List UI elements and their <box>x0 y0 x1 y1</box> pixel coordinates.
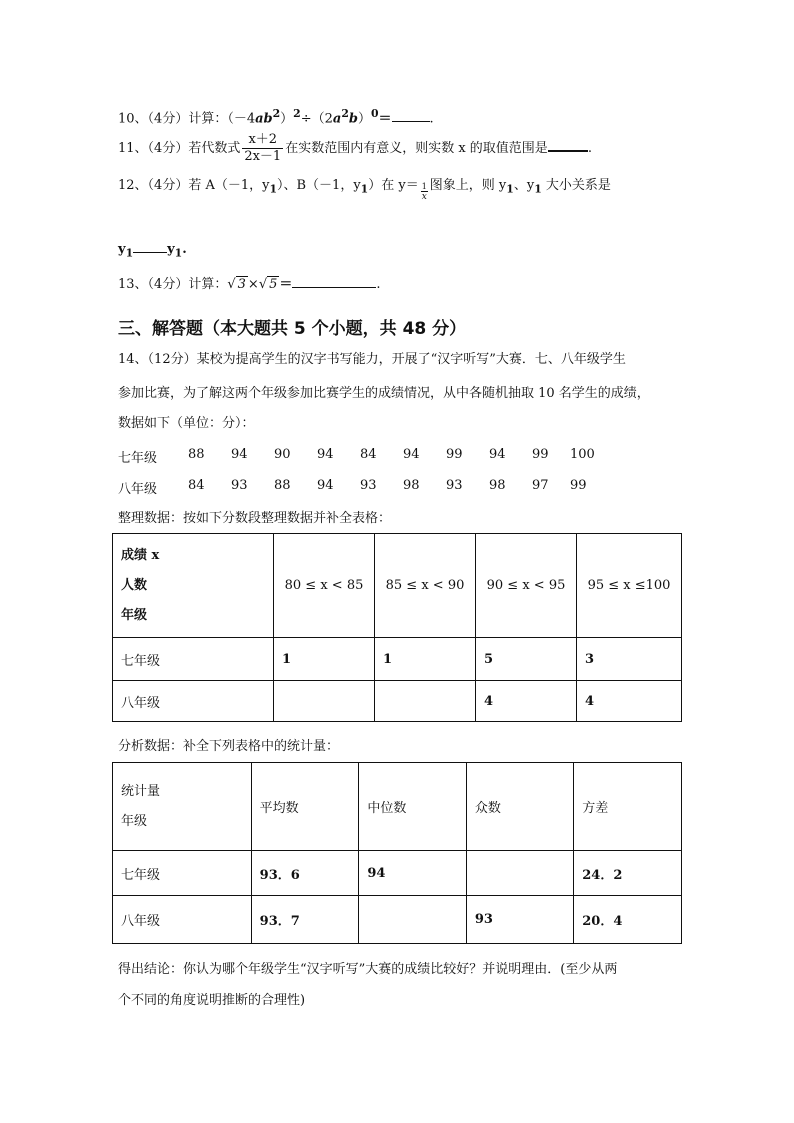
table-cell-blank[interactable] <box>466 851 573 896</box>
range-header: 80 ≤ x < 85 <box>274 534 375 638</box>
range-header: 85 ≤ x < 90 <box>375 534 476 638</box>
grade8-score: 84 <box>188 478 205 493</box>
q12-sub-1: 1 <box>269 182 277 196</box>
table-row <box>113 851 682 896</box>
table-row <box>113 896 682 944</box>
grade8-label: 八年级 <box>118 482 158 497</box>
q10-zero-exp: 0 <box>370 107 379 120</box>
q14-line-3: 数据如下（单位：分）： <box>118 416 255 431</box>
statistics-table-corner-header <box>113 763 252 851</box>
q12-sub-3: 1 <box>506 182 514 196</box>
q10-div: ÷（2 <box>300 111 333 127</box>
header-statistic: 统计量 <box>121 783 161 799</box>
q14-line-2: 参加比赛，为了解这两个年级参加比赛学生的成绩情况，从中各随机抽取 10 名学生的成绩， <box>118 386 650 401</box>
grade8-score: 88 <box>274 478 291 493</box>
q11-denominator: 2x－1 <box>244 149 282 164</box>
grade7-score: 94 <box>489 447 506 462</box>
q10-period: . <box>429 111 434 127</box>
q12-mid-2: ）在 y＝ <box>368 178 419 193</box>
range-header: 90 ≤ x < 95 <box>476 534 577 638</box>
column-header: 中位数 <box>359 763 466 851</box>
section-heading: 三、解答题（本大题共 5 个小题，共 48 分） <box>118 319 467 339</box>
grade7-score: 100 <box>570 447 595 462</box>
header-score-x: 成绩 x <box>121 547 160 563</box>
grade7-score: 88 <box>188 447 205 462</box>
q10-close-paren: ） <box>280 111 294 127</box>
q12-tail: 大小关系是 <box>541 178 611 193</box>
grade8-score: 93 <box>231 478 248 493</box>
header-grade: 年级 <box>121 607 148 623</box>
q12-frac-num: 1 <box>421 182 427 191</box>
grade8-score: 93 <box>360 478 377 493</box>
grade7-score: 99 <box>532 447 549 462</box>
table-cell-blank[interactable] <box>274 681 375 722</box>
q13-times: × <box>247 277 259 292</box>
table-cell-blank[interactable] <box>359 896 466 944</box>
table-cell: 93 <box>466 896 573 944</box>
statistics-table-header-row <box>113 763 682 851</box>
row-label: 七年级 <box>113 638 274 681</box>
conclusion-line-1: 得出结论：你认为哪个年级学生“汉字听写”大赛的成绩比较好？并说明理由．(至少从两 <box>118 962 618 977</box>
grade8-score: 94 <box>317 478 334 493</box>
grade7-score: 84 <box>360 447 377 462</box>
frequency-table <box>112 533 682 722</box>
frequency-table-header-row <box>113 534 682 638</box>
q12-answer-blank[interactable] <box>133 238 167 253</box>
q13-period: . <box>376 277 381 292</box>
q12-mid-1: ）、B（－1，y <box>277 178 361 193</box>
q10-outer-exp: 2 <box>293 107 301 120</box>
statistics-table <box>112 762 682 944</box>
q13-sqrt-2: √ 5 <box>258 277 278 292</box>
organize-label: 整理数据：按如下分数段整理数据并补全表格： <box>118 511 392 526</box>
table-cell: 4 <box>476 681 577 722</box>
q11-suffix: 在实数范围内有意义，则实数 x 的取值范围是 <box>285 141 548 156</box>
q12-sep: 、y <box>513 178 535 193</box>
q12-suffix: 图象上，则 y <box>429 178 507 193</box>
grade7-score: 90 <box>274 447 291 462</box>
q12b-period: . <box>182 242 187 257</box>
question-10 <box>118 104 434 129</box>
q12b-sub-right: 1 <box>174 246 183 260</box>
q12-sub-4: 1 <box>534 182 542 196</box>
q12b-y-left: y <box>118 242 126 257</box>
grade8-score: 93 <box>446 478 463 493</box>
grade8-score: 99 <box>570 478 587 493</box>
grade7-label: 七年级 <box>118 451 158 466</box>
q12-frac-den: x <box>421 192 427 202</box>
q12-fraction <box>421 182 428 202</box>
column-header: 平均数 <box>251 763 359 851</box>
grade7-score: 99 <box>446 447 463 462</box>
q10-prefix: 10、（4分）计算：（－4 <box>118 111 256 127</box>
q10-a: a <box>332 111 342 127</box>
question-12 <box>118 176 611 200</box>
q13-radicand-1: 3 <box>237 277 246 292</box>
q10-ab: ab <box>255 111 273 127</box>
q14-line-1: 14、（12分）某校为提高学生的汉字书写能力，开展了“汉字听写”大赛．七、八年级学生 <box>118 352 626 367</box>
table-cell: 4 <box>577 681 682 722</box>
q10-exp: 2 <box>272 107 281 120</box>
q11-prefix: 11、（4分）若代数式 <box>118 141 241 156</box>
question-11 <box>118 132 592 165</box>
grade7-score: 94 <box>231 447 248 462</box>
q10-close-paren-2: ） <box>357 111 371 127</box>
grade7-score: 94 <box>317 447 334 462</box>
question-13 <box>118 273 381 295</box>
q13-answer-blank[interactable] <box>292 273 376 288</box>
q10-b: b <box>348 111 358 127</box>
table-cell: 3 <box>577 638 682 681</box>
q11-period: . <box>587 141 592 156</box>
range-header: 95 ≤ x ≤100 <box>577 534 682 638</box>
analyze-label: 分析数据：补全下列表格中的统计量： <box>118 739 340 754</box>
header-count: 人数 <box>121 577 148 593</box>
q13-prefix: 13、（4分）计算： <box>118 277 228 292</box>
grade7-score: 94 <box>403 447 420 462</box>
grade8-score: 98 <box>489 478 506 493</box>
table-cell: 1 <box>375 638 476 681</box>
q12-sub-2: 1 <box>360 182 369 196</box>
q11-numerator: x＋2 <box>242 132 283 149</box>
column-header: 方差 <box>574 763 682 851</box>
frequency-table-corner-header <box>113 534 274 638</box>
table-cell-blank[interactable] <box>375 681 476 722</box>
q11-fraction <box>242 132 283 165</box>
row-label: 八年级 <box>113 681 274 722</box>
q11-answer-blank[interactable] <box>548 136 588 152</box>
q12b-sub-left: 1 <box>125 246 134 260</box>
row-label: 七年级 <box>113 851 252 896</box>
table-row <box>113 681 682 722</box>
table-cell: 5 <box>476 638 577 681</box>
column-header: 众数 <box>466 763 573 851</box>
row-label: 八年级 <box>113 896 252 944</box>
conclusion-line-2: 个不同的角度说明推断的合理性) <box>118 993 306 1008</box>
q13-radicand-2: 5 <box>269 277 278 292</box>
question-12-answer-line <box>118 238 187 264</box>
grade8-score: 98 <box>403 478 420 493</box>
q12b-y-right: y <box>167 242 175 257</box>
header-grade: 年级 <box>121 813 148 829</box>
table-cell: 93．6 <box>251 851 359 896</box>
table-cell: 93．7 <box>251 896 359 944</box>
table-cell: 1 <box>274 638 375 681</box>
table-cell: 94 <box>359 851 466 896</box>
table-row <box>113 638 682 681</box>
q13-sqrt-1: √ 3 <box>227 277 246 292</box>
q13-equals: ＝ <box>279 277 293 292</box>
table-cell: 20．4 <box>574 896 682 944</box>
q10-answer-blank[interactable] <box>392 107 430 122</box>
q10-equals: ＝ <box>378 111 392 127</box>
grade8-score: 97 <box>532 478 549 493</box>
table-cell: 24．2 <box>574 851 682 896</box>
q10-a-exp: 2 <box>341 107 349 120</box>
q12-prefix: 12、（4分）若 A（－1，y <box>118 178 270 193</box>
